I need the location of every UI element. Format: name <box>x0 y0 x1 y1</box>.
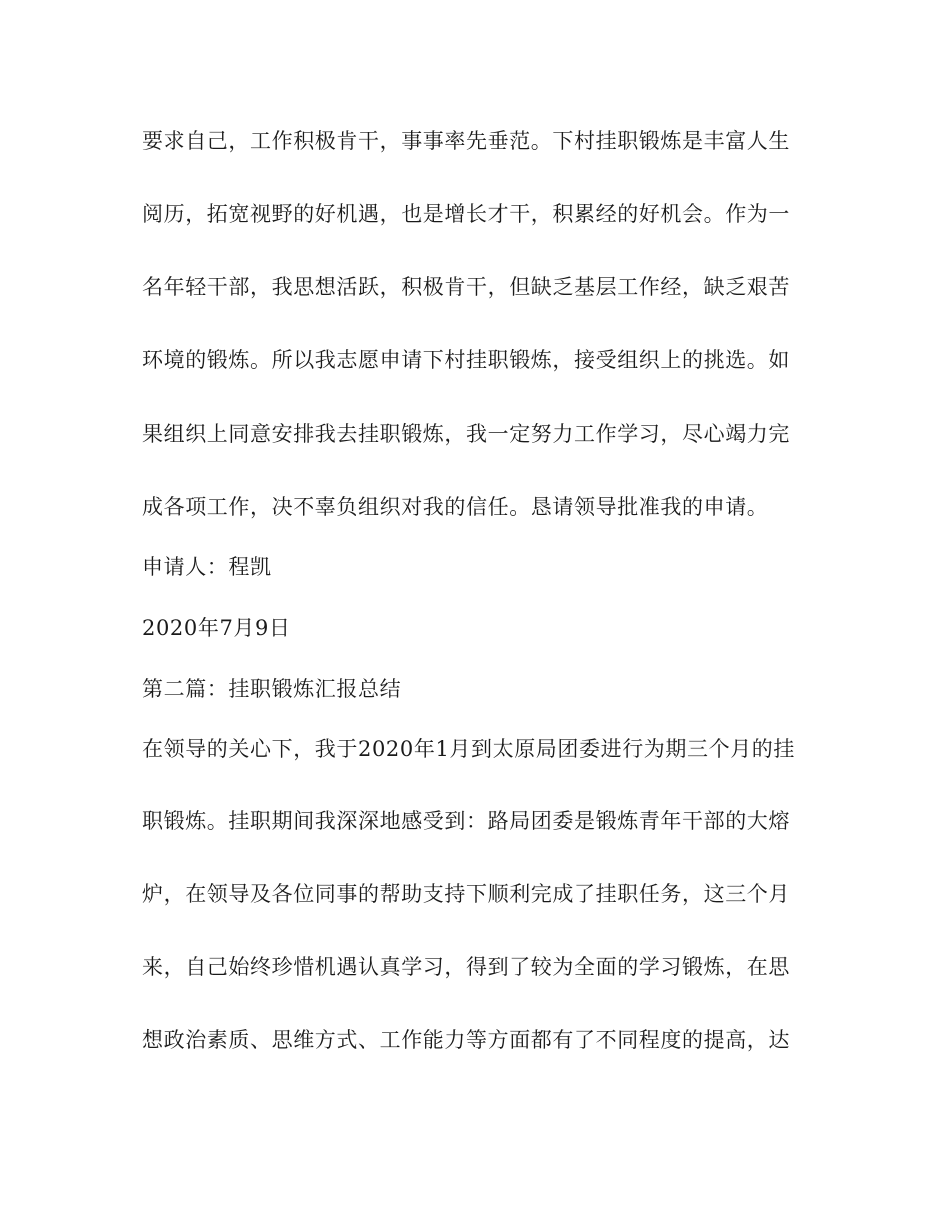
paragraph-line: 职锻炼。挂职期间我深深地感受到：路局团委是锻炼青年干部的大熔 <box>142 809 790 833</box>
paragraph-line: 在领导的关心下，我于2020年1月到太原局团委进行为期三个月的挂 <box>142 737 796 761</box>
application-date: 2020年7月9日 <box>142 616 291 640</box>
paragraph-line: 来，自己始终珍惜机遇认真学习，得到了较为全面的学习锻炼，在思 <box>142 955 790 979</box>
paragraph-line: 阅历，拓宽视野的好机遇，也是增长才干，积累经的好机会。作为一 <box>142 202 790 226</box>
paragraph-line: 想政治素质、思维方式、工作能力等方面都有了不同程度的提高，达 <box>142 1028 790 1052</box>
paragraph-line: 名年轻干部，我思想活跃，积极肯干，但缺乏基层工作经，缺乏艰苦 <box>142 275 790 299</box>
paragraph-line: 环境的锻炼。所以我志愿申请下村挂职锻炼，接受组织上的挑选。如 <box>142 348 790 372</box>
section-heading: 第二篇：挂职锻炼汇报总结 <box>142 677 402 701</box>
paragraph-line: 炉，在领导及各位同事的帮助支持下顺利完成了挂职任务，这三个月 <box>142 882 790 906</box>
applicant-signature: 申请人：程凯 <box>142 555 272 579</box>
paragraph-line: 成各项工作，决不辜负组织对我的信任。恳请领导批准我的申请。 <box>142 495 769 519</box>
paragraph-line: 果组织上同意安排我去挂职锻炼，我一定努力工作学习，尽心竭力完 <box>142 422 790 446</box>
paragraph-line: 要求自己，工作积极肯干，事事率先垂范。下村挂职锻炼是丰富人生 <box>142 129 790 153</box>
